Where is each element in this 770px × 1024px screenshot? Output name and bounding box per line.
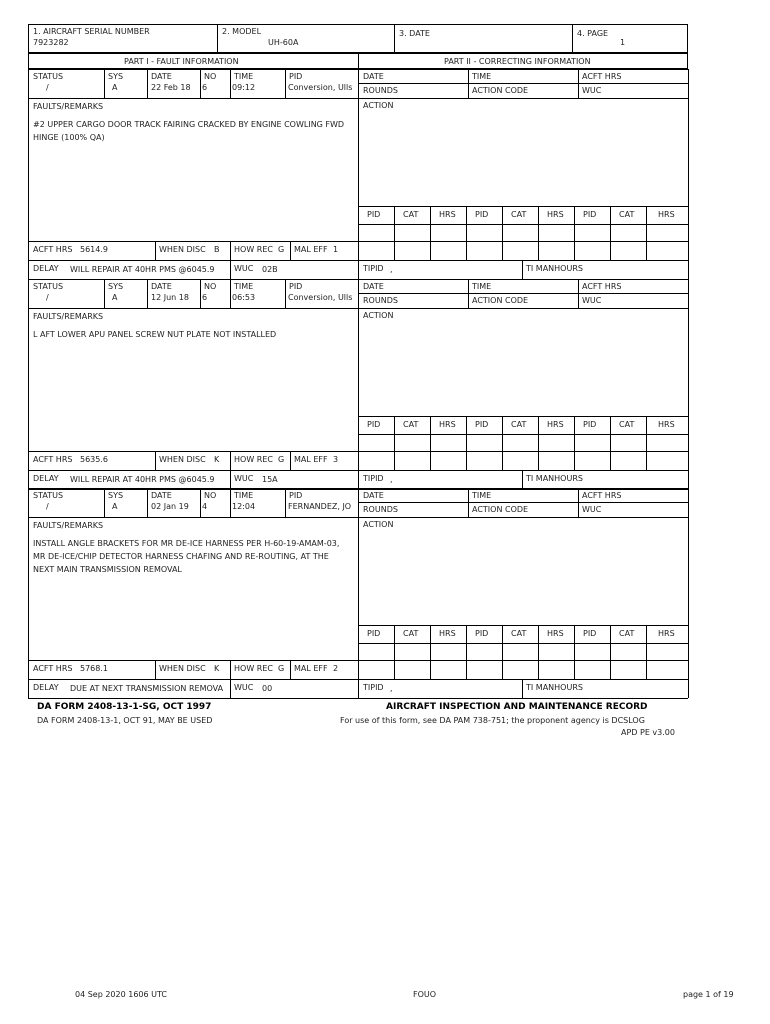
entry-2-p2-date-label: DATE — [363, 282, 384, 291]
rule — [28, 470, 358, 471]
entry-3-date-value: 02 Jan 19 — [151, 502, 189, 511]
rule — [574, 206, 575, 260]
rule — [538, 206, 539, 260]
page-label: 4. PAGE — [577, 29, 609, 38]
rule — [28, 98, 358, 99]
rule — [468, 279, 469, 308]
rule — [358, 679, 688, 680]
entry-3-time-label: TIME — [234, 491, 254, 500]
entry-1-sys-label: SYS — [108, 72, 124, 81]
entry-3-how-rec-value: G — [278, 664, 285, 673]
entry-1-tipid-value: , — [390, 265, 393, 274]
entry-2-delay-value: WILL REPAIR AT 40HR PMS @6045.9 — [70, 475, 215, 484]
entry-2-faults-label: FAULTS/REMARKS — [33, 312, 104, 321]
entry-3-p2-date-label: DATE — [363, 491, 384, 500]
rule — [522, 679, 523, 698]
rule — [538, 416, 539, 470]
rule — [147, 69, 148, 98]
entry-1-time-value: 09:12 — [232, 83, 256, 92]
entry-1-pid-col-1: PID — [367, 210, 381, 219]
rule — [28, 279, 29, 489]
entry-3-no-value: 4 — [202, 502, 208, 511]
entry-3-sys-label: SYS — [108, 491, 124, 500]
date-label: 3. DATE — [399, 29, 430, 38]
entry-1-hrs-col-6: HRS — [547, 210, 564, 219]
entry-3-when-disc-label: WHEN DISC — [159, 664, 206, 673]
entry-1-how-rec-value: G — [278, 245, 285, 254]
entry-2-action-label: ACTION — [363, 311, 394, 320]
entry-3-action-code-label: ACTION CODE — [472, 505, 529, 514]
rule — [230, 260, 231, 279]
entry-1-p2-date-label: DATE — [363, 72, 384, 81]
entry-2-cat-col-8: CAT — [619, 420, 635, 429]
entry-2-action-code-label: ACTION CODE — [472, 296, 529, 305]
rule — [358, 260, 688, 261]
entry-2-pid-col-7: PID — [583, 420, 597, 429]
rule — [394, 206, 395, 260]
rule — [358, 224, 688, 225]
record-title: AIRCRAFT INSPECTION AND MAINTENANCE RECORD — [386, 702, 648, 712]
rule — [200, 69, 201, 98]
entry-3-tipid-value: , — [390, 684, 393, 693]
form-supersedes: DA FORM 2408-13-1, OCT 91, MAY BE USED — [37, 716, 213, 725]
entry-3-pid-value: FERNANDEZ, JO — [288, 502, 352, 511]
rule — [688, 488, 689, 698]
entry-1-acft-hrs-label: ACFT HRS — [33, 245, 73, 254]
rule — [290, 451, 291, 470]
rule — [430, 625, 431, 679]
rule — [28, 698, 358, 699]
rule — [610, 625, 611, 679]
entry-1-pid-value: Conversion, Ulls — [288, 83, 353, 92]
entry-3-time-value: 12:04 — [232, 502, 256, 511]
entry-2-no-value: 6 — [202, 293, 208, 302]
rule — [358, 416, 688, 417]
rule — [28, 308, 358, 309]
entry-1-acft-hrs-value: 5614.9 — [80, 245, 108, 254]
entry-1-hrs-col-9: HRS — [658, 210, 675, 219]
entry-1-date-value: 22 Feb 18 — [151, 83, 191, 92]
rule — [28, 489, 358, 490]
entry-3-mal-eff-value: 2 — [333, 664, 339, 673]
entry-2-pid-col-4: PID — [475, 420, 489, 429]
entry-3-hrs-col-9: HRS — [658, 629, 675, 638]
rule — [646, 625, 647, 679]
rule — [574, 416, 575, 470]
entry-2-wuc-label: WUC — [234, 474, 254, 483]
entry-2-tipid-value: , — [390, 475, 393, 484]
entry-1-time-label: TIME — [234, 72, 254, 81]
rule — [430, 206, 431, 260]
entry-1-date-label: DATE — [151, 72, 172, 81]
rule — [28, 260, 358, 261]
entry-1-when-disc-label: WHEN DISC — [159, 245, 206, 254]
entry-1-faults-label: FAULTS/REMARKS — [33, 102, 104, 111]
entry-3-status-value: / — [46, 502, 49, 511]
rule — [155, 241, 156, 260]
entry-2-date-label: DATE — [151, 282, 172, 291]
entry-1-hrs-col-3: HRS — [439, 210, 456, 219]
model-label: 2. MODEL — [222, 27, 262, 36]
entry-2-rounds-label: ROUNDS — [363, 296, 398, 305]
entry-2-status-value: / — [46, 293, 49, 302]
rule — [688, 69, 689, 279]
rule — [358, 643, 688, 644]
entry-2-no-label: NO — [204, 282, 217, 291]
entry-3-acft-hrs-label: ACFT HRS — [33, 664, 73, 673]
entry-2-cat-col-2: CAT — [403, 420, 419, 429]
rule — [358, 206, 688, 207]
entry-3-acft-hrs-value: 5768.1 — [80, 664, 108, 673]
rule — [358, 241, 688, 242]
entry-1-rounds-label: ROUNDS — [363, 86, 398, 95]
entry-1-action-label: ACTION — [363, 101, 394, 110]
rule — [466, 206, 467, 260]
rule — [290, 660, 291, 679]
rule — [646, 206, 647, 260]
entry-3-cat-col-8: CAT — [619, 629, 635, 638]
rule — [358, 625, 688, 626]
rule — [28, 660, 358, 661]
form-title: DA FORM 2408-13-1-SG, OCT 1997 — [37, 702, 212, 712]
entry-2-acft-hrs-value: 5635.6 — [80, 455, 108, 464]
entry-1-when-disc-value: B — [214, 245, 220, 254]
version: APD PE v3.00 — [621, 728, 675, 737]
entry-2-sys-label: SYS — [108, 282, 124, 291]
entry-1-status-label: STATUS — [33, 72, 64, 81]
entry-1-tipid-label: TIPID — [363, 264, 384, 273]
entry-3-p2-time-label: TIME — [472, 491, 492, 500]
entry-1-cat-col-5: CAT — [511, 210, 527, 219]
rule — [290, 241, 291, 260]
rule — [468, 69, 469, 98]
rule — [358, 660, 688, 661]
entry-3-pid-col-4: PID — [475, 629, 489, 638]
rule — [646, 416, 647, 470]
entry-3-wuc-value: 00 — [262, 684, 273, 693]
rule — [578, 69, 579, 98]
entry-1-wuc-label: WUC — [234, 264, 254, 273]
page-count: page 1 of 19 — [683, 990, 734, 999]
rule — [230, 679, 231, 698]
page-value: 1 — [620, 38, 626, 47]
rule — [155, 451, 156, 470]
rule — [200, 279, 201, 308]
rule — [28, 488, 358, 489]
entry-2-p2-time-label: TIME — [472, 282, 492, 291]
rule — [285, 69, 286, 98]
rule — [230, 470, 231, 489]
entry-2-p2-acft-hrs-label: ACFT HRS — [582, 282, 622, 291]
rule — [578, 279, 579, 308]
classification: FOUO — [413, 990, 437, 999]
part1-title: PART I - FAULT INFORMATION — [124, 57, 239, 66]
entry-2-p2-wuc-label: WUC — [582, 296, 602, 305]
rule — [358, 451, 688, 452]
rule — [230, 69, 231, 98]
rule — [230, 660, 231, 679]
entry-1-p2-wuc-label: WUC — [582, 86, 602, 95]
rule — [358, 308, 688, 309]
entry-1-p2-acft-hrs-label: ACFT HRS — [582, 72, 622, 81]
rule — [28, 517, 358, 518]
rule — [574, 625, 575, 679]
entry-3-pid-col-1: PID — [367, 629, 381, 638]
entry-3-pid-label: PID — [289, 491, 303, 500]
rule — [285, 279, 286, 308]
entry-2-mal-eff-label: MAL EFF — [294, 455, 328, 464]
rule — [358, 69, 359, 279]
entry-3-no-label: NO — [204, 491, 217, 500]
entry-1-no-value: 6 — [202, 83, 208, 92]
entry-1-ti-manhours-label: TI MANHOURS — [526, 264, 583, 273]
model-value: UH-60A — [268, 38, 299, 47]
rule — [358, 434, 688, 435]
rule — [28, 241, 358, 242]
entry-1-mal-eff-label: MAL EFF — [294, 245, 328, 254]
rule — [502, 416, 503, 470]
rule — [610, 416, 611, 470]
entry-2-pid-value: Conversion, Ulls — [288, 293, 353, 302]
entry-3-rounds-label: ROUNDS — [363, 505, 398, 514]
entry-3-wuc-label: WUC — [234, 683, 254, 692]
entry-2-date-value: 12 Jun 18 — [151, 293, 189, 302]
rule — [147, 279, 148, 308]
rule — [394, 416, 395, 470]
entry-3-pid-col-7: PID — [583, 629, 597, 638]
rule — [358, 293, 688, 294]
rule — [466, 416, 467, 470]
entry-3-when-disc-value: K — [214, 664, 220, 673]
rule — [230, 488, 231, 517]
rule — [430, 416, 431, 470]
entry-1-cat-col-2: CAT — [403, 210, 419, 219]
entry-2-acft-hrs-label: ACFT HRS — [33, 455, 73, 464]
rule — [358, 517, 688, 518]
entry-3-ti-manhours-label: TI MANHOURS — [526, 683, 583, 692]
rule — [394, 625, 395, 679]
rule — [104, 279, 105, 308]
rule — [578, 488, 579, 517]
entry-3-p2-wuc-label: WUC — [582, 505, 602, 514]
part2-title: PART II - CORRECTING INFORMATION — [444, 57, 591, 66]
entry-3-status-label: STATUS — [33, 491, 64, 500]
serial-value: 7923282 — [33, 38, 69, 47]
rule — [28, 679, 358, 680]
entry-2-how-rec-value: G — [278, 455, 285, 464]
rule — [147, 488, 148, 517]
entry-3-action-label: ACTION — [363, 520, 394, 529]
entry-1-how-rec-label: HOW REC — [234, 245, 273, 254]
rule — [28, 451, 358, 452]
rule — [285, 488, 286, 517]
entry-2-mal-eff-value: 3 — [333, 455, 339, 464]
entry-2-time-value: 06:53 — [232, 293, 256, 302]
rule — [104, 69, 105, 98]
entry-2-pid-col-1: PID — [367, 420, 381, 429]
rule — [358, 83, 688, 84]
rule — [230, 241, 231, 260]
entry-3-faults-label: FAULTS/REMARKS — [33, 521, 104, 530]
rule — [522, 470, 523, 489]
entry-1-status-value: / — [46, 83, 49, 92]
entry-2-status-label: STATUS — [33, 282, 64, 291]
rule — [358, 698, 688, 699]
entry-1-pid-col-4: PID — [475, 210, 489, 219]
entry-1-action-code-label: ACTION CODE — [472, 86, 529, 95]
entry-2-hrs-col-9: HRS — [658, 420, 675, 429]
entry-3-tipid-label: TIPID — [363, 683, 384, 692]
entry-2-wuc-value: 15A — [262, 475, 278, 484]
rule — [28, 488, 29, 698]
rule — [502, 625, 503, 679]
rule — [155, 660, 156, 679]
entry-2-when-disc-label: WHEN DISC — [159, 455, 206, 464]
entry-2-sys-value: A — [112, 293, 118, 302]
entry-2-how-rec-label: HOW REC — [234, 455, 273, 464]
entry-3-hrs-col-3: HRS — [439, 629, 456, 638]
entry-3-delay-label: DELAY — [33, 683, 59, 692]
rule — [358, 488, 359, 698]
rule — [104, 488, 105, 517]
rule — [28, 69, 29, 279]
rule — [358, 470, 688, 471]
rule — [28, 279, 358, 280]
entry-3-remarks: INSTALL ANGLE BRACKETS FOR MR DE-ICE HARNESS PER H-60-19-AMAM-03, MR DE-ICE/CHIP DETECTOR HARNESS CHAFING AND RE-ROUTING, AT THE NEXT MAIN TRANSMISSION REMOVAL — [33, 539, 340, 574]
entry-3-hrs-col-6: HRS — [547, 629, 564, 638]
rule — [358, 488, 688, 489]
entry-2-ti-manhours-label: TI MANHOURS — [526, 474, 583, 483]
entry-2-when-disc-value: K — [214, 455, 220, 464]
entry-1-pid-col-7: PID — [583, 210, 597, 219]
entry-3-mal-eff-label: MAL EFF — [294, 664, 328, 673]
entry-1-remarks: #2 UPPER CARGO DOOR TRACK FAIRING CRACKED BY ENGINE COWLING FWD HINGE (100% QA) — [33, 120, 345, 142]
rule — [538, 625, 539, 679]
rule — [358, 489, 688, 490]
entry-2-remarks: L AFT LOWER APU PANEL SCREW NUT PLATE NOT INSTALLED — [33, 330, 277, 339]
rule — [610, 206, 611, 260]
entry-3-date-label: DATE — [151, 491, 172, 500]
rule — [230, 279, 231, 308]
entry-3-cat-col-2: CAT — [403, 629, 419, 638]
rule — [466, 625, 467, 679]
entry-1-delay-value: WILL REPAIR AT 40HR PMS @6045.9 — [70, 265, 215, 274]
entry-1-cat-col-8: CAT — [619, 210, 635, 219]
entry-1-sys-value: A — [112, 83, 118, 92]
entry-1-pid-label: PID — [289, 72, 303, 81]
entry-2-cat-col-5: CAT — [511, 420, 527, 429]
entry-1-no-label: NO — [204, 72, 217, 81]
entry-3-delay-value: DUE AT NEXT TRANSMISSION REMOVA — [70, 684, 224, 693]
entry-2-hrs-col-6: HRS — [547, 420, 564, 429]
entry-3-p2-acft-hrs-label: ACFT HRS — [582, 491, 622, 500]
rule — [522, 260, 523, 279]
entry-3-cat-col-5: CAT — [511, 629, 527, 638]
entry-3-how-rec-label: HOW REC — [234, 664, 273, 673]
rule — [358, 279, 359, 489]
use-note: For use of this form, see DA PAM 738-751; the proponent agency is DCSLOG — [340, 716, 645, 725]
entry-2-pid-label: PID — [289, 282, 303, 291]
rule — [200, 488, 201, 517]
rule — [230, 451, 231, 470]
entry-1-mal-eff-value: 1 — [333, 245, 339, 254]
rule — [358, 98, 688, 99]
entry-1-p2-time-label: TIME — [472, 72, 492, 81]
entry-1-wuc-value: 02B — [262, 265, 278, 274]
entry-3-sys-value: A — [112, 502, 118, 511]
print-date: 04 Sep 2020 1606 UTC — [75, 990, 168, 999]
rule — [358, 69, 688, 70]
serial-label: 1. AIRCRAFT SERIAL NUMBER — [33, 27, 150, 36]
rule — [688, 279, 689, 489]
rule — [28, 69, 358, 70]
rule — [468, 488, 469, 517]
entry-1-delay-label: DELAY — [33, 264, 59, 273]
entry-2-tipid-label: TIPID — [363, 474, 384, 483]
rule — [358, 279, 688, 280]
entry-2-time-label: TIME — [234, 282, 254, 291]
entry-2-delay-label: DELAY — [33, 474, 59, 483]
rule — [358, 502, 688, 503]
rule — [502, 206, 503, 260]
entry-2-hrs-col-3: HRS — [439, 420, 456, 429]
